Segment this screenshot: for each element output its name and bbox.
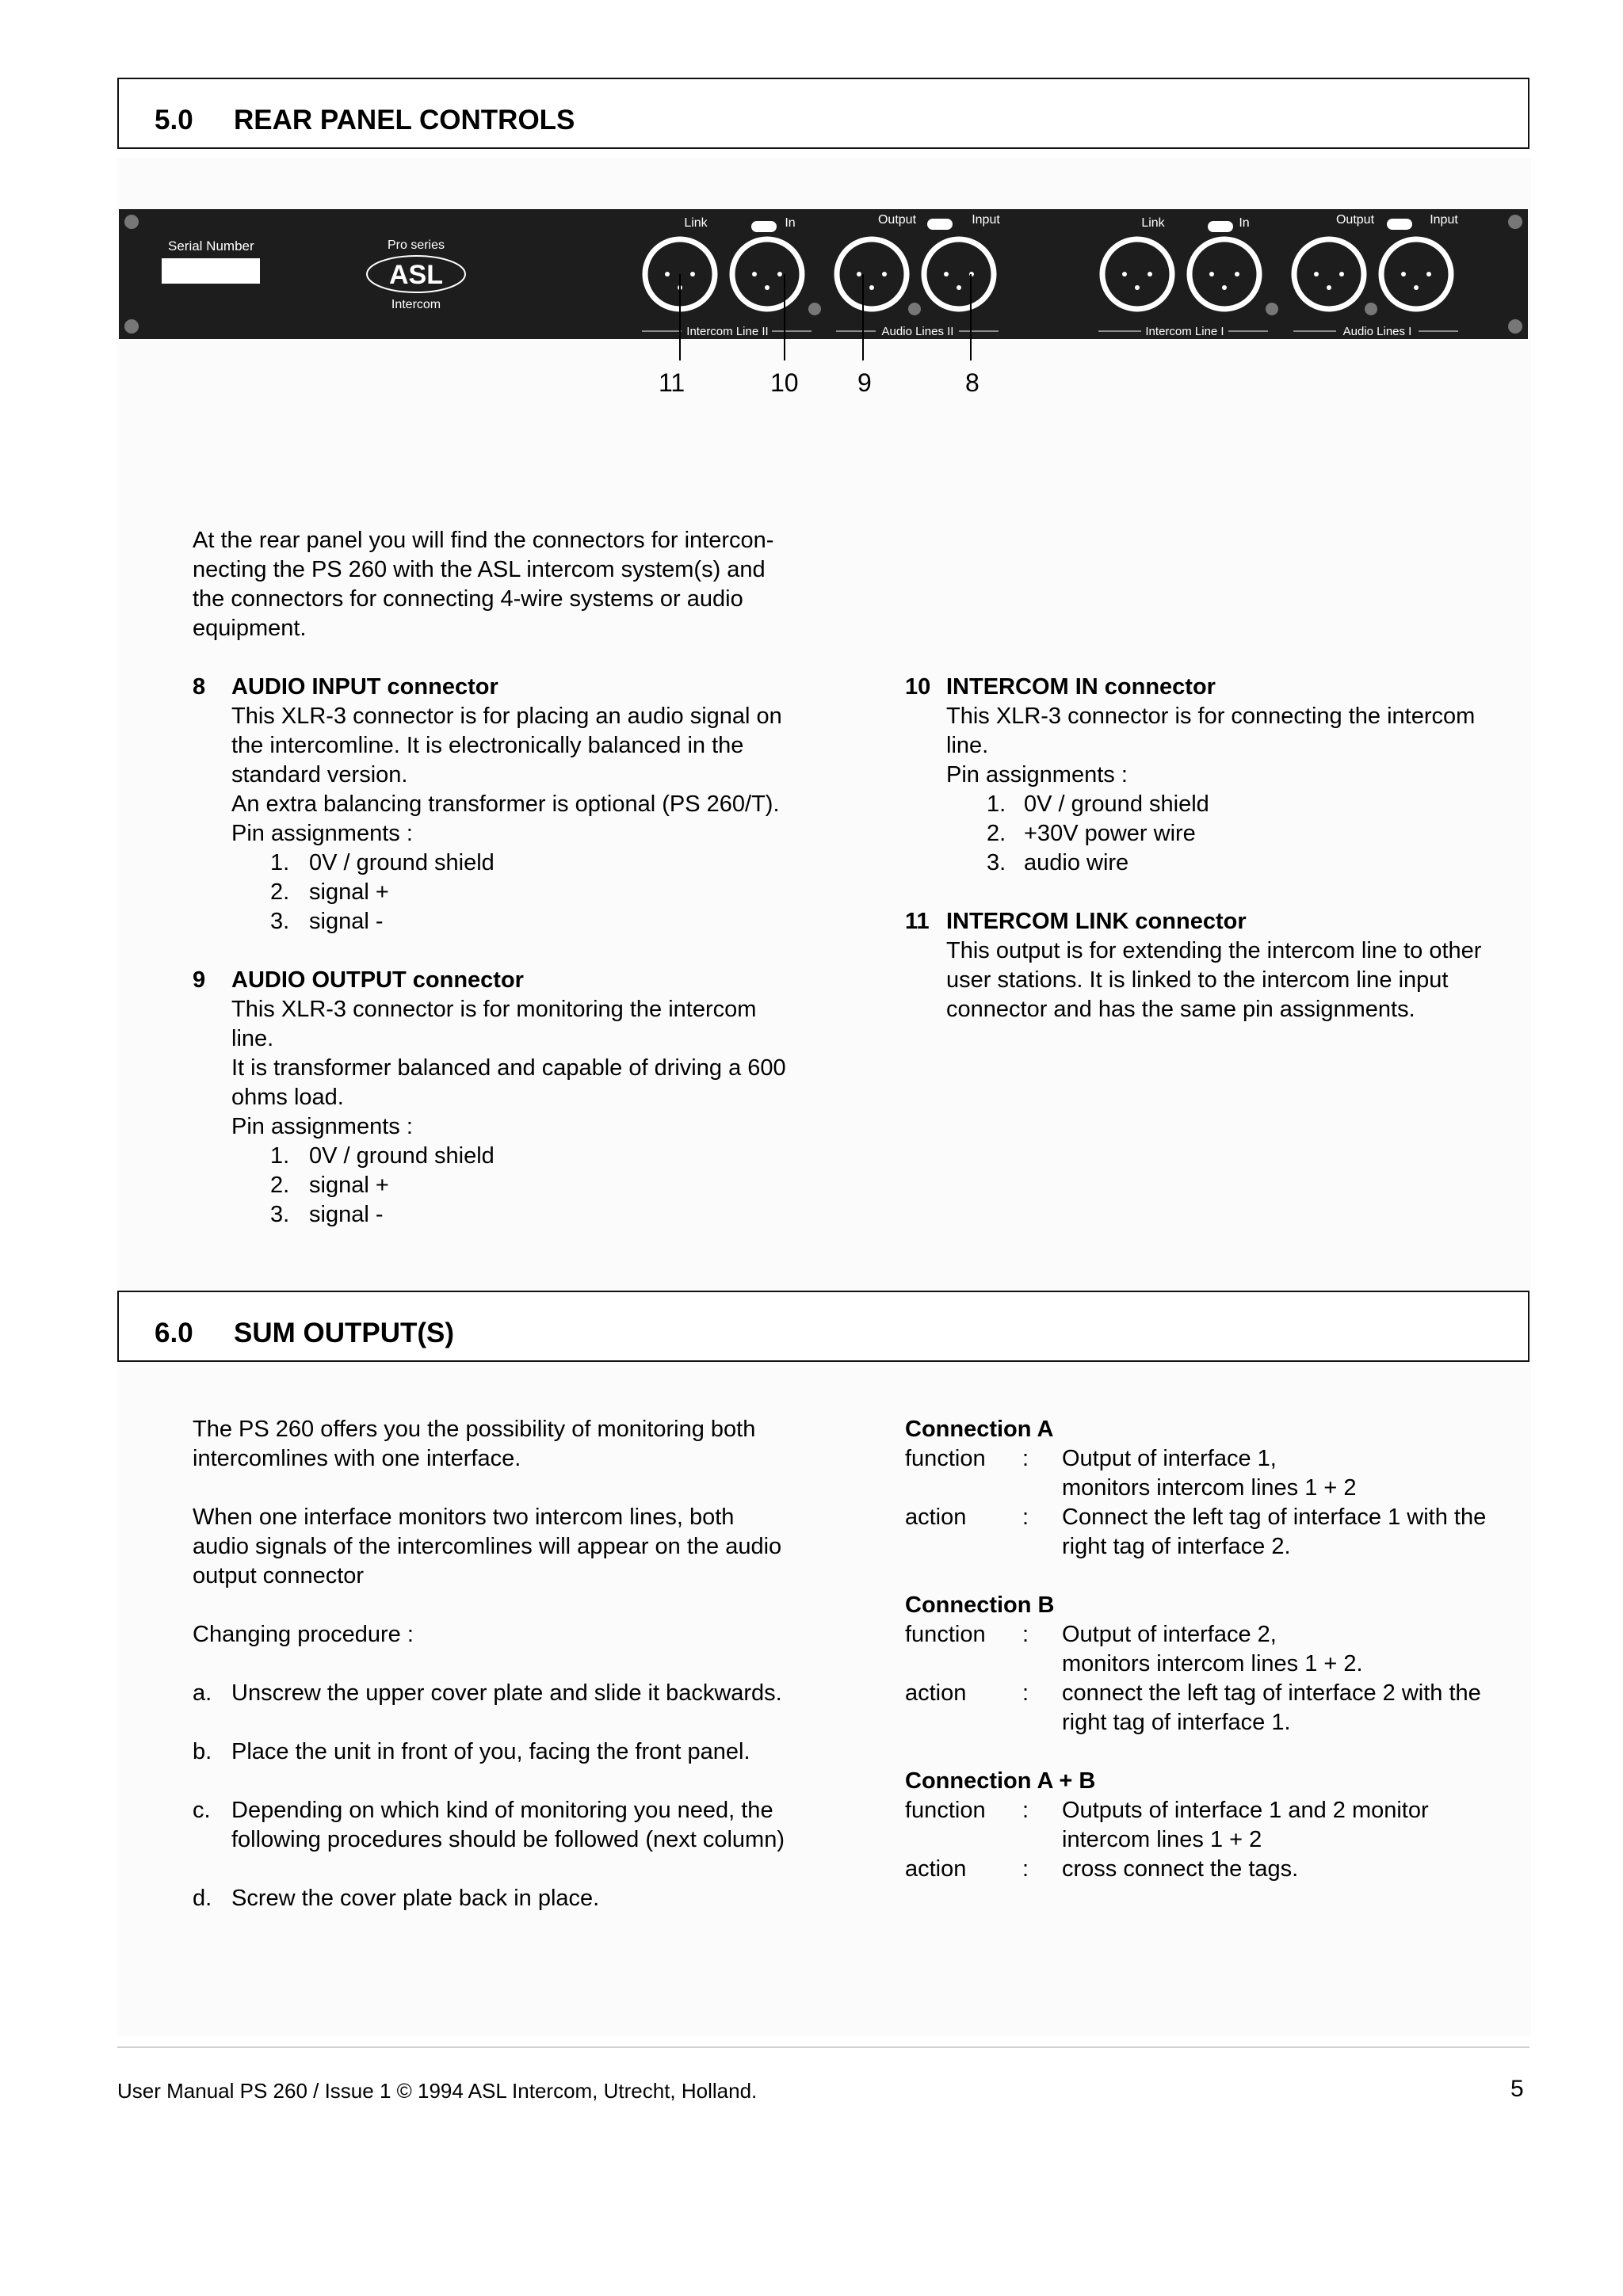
connection-key: function <box>905 1622 986 1647</box>
pin-text: audio wire <box>1024 850 1129 875</box>
step-text: Unscrew the upper cover plate and slide it backwards. <box>231 1680 782 1706</box>
pin-number: 2. <box>987 821 1006 846</box>
paragraph-line: audio signals of the intercomlines will appear on the audio <box>193 1534 782 1559</box>
item-line: Pin assignments : <box>231 1114 413 1139</box>
intro-line: equipment. <box>193 616 307 641</box>
intro-line: necting the PS 260 with the ASL intercom system(s) and <box>193 557 766 582</box>
footer-text: User Manual PS 260 / Issue 1 © 1994 ASL Intercom, Utrecht, Holland. <box>117 2079 758 2103</box>
label-intercom-line-2: Intercom Line II <box>686 325 769 338</box>
brand-intercom: Intercom <box>391 298 441 311</box>
step-text: Place the unit in front of you, facing the front panel. <box>231 1739 750 1764</box>
step-text: Screw the cover plate back in place. <box>231 1886 600 1911</box>
connection-sep: : <box>1022 1622 1029 1647</box>
connection-text: Output of interface 1, <box>1062 1446 1277 1471</box>
item-line: This output is for extending the intercom line to other <box>946 938 1482 963</box>
callout-lines <box>0 0 1623 412</box>
pin-number: 2. <box>270 879 290 905</box>
item-title: AUDIO INPUT connector <box>231 674 498 700</box>
connection-text: connect the left tag of interface 2 with the <box>1062 1680 1481 1706</box>
step-label: c. <box>193 1798 211 1823</box>
item-line: the intercomline. It is electronically balanced in the <box>231 733 744 758</box>
page-number: 5 <box>1510 2076 1524 2102</box>
section-title: REAR PANEL CONTROLS <box>234 105 575 135</box>
label-audio-lines-2: Audio Lines II <box>881 325 954 338</box>
connection-text: Connect the left tag of interface 1 with the <box>1062 1505 1487 1530</box>
item-line: Pin assignments : <box>946 762 1128 788</box>
asl-logo-icon: ASL <box>389 260 443 290</box>
connection-key: action <box>905 1505 967 1530</box>
footer-divider <box>117 2046 1529 2048</box>
paragraph-line: When one interface monitors two intercom lines, both <box>193 1505 735 1530</box>
step-label: b. <box>193 1739 212 1764</box>
connection-key: function <box>905 1798 986 1823</box>
step-text: Depending on which kind of monitoring you need, the <box>231 1798 773 1823</box>
item-line: connector and has the same pin assignments. <box>946 997 1415 1022</box>
pin-text: signal - <box>309 909 384 934</box>
section-header-sum-outputs <box>117 1291 1529 1362</box>
item-number: 8 <box>193 674 206 700</box>
label-audio-lines-1: Audio Lines I <box>1342 325 1412 338</box>
brand-pro-series: Pro series <box>387 238 445 252</box>
pin-text: signal + <box>309 1173 389 1198</box>
connection-sep: : <box>1022 1680 1029 1706</box>
pin-text: signal - <box>309 1202 384 1227</box>
callout-number: 11 <box>659 368 685 397</box>
pin-number: 3. <box>987 850 1006 875</box>
connection-sep: : <box>1022 1505 1029 1530</box>
paragraph-line: intercomlines with one interface. <box>193 1446 521 1471</box>
step-label: a. <box>193 1680 212 1706</box>
item-line: Pin assignments : <box>231 821 413 846</box>
connection-key: function <box>905 1446 986 1471</box>
connection-text: monitors intercom lines 1 + 2. <box>1062 1651 1363 1676</box>
pin-number: 1. <box>987 791 1006 817</box>
connection-key: action <box>905 1856 967 1882</box>
paragraph-line: The PS 260 offers you the possibility of monitoring both <box>193 1417 756 1442</box>
callout-number: 9 <box>857 368 872 397</box>
item-line: This XLR-3 connector is for connecting the intercom <box>946 704 1476 729</box>
connection-text: intercom lines 1 + 2 <box>1062 1827 1262 1852</box>
changing-procedure-label: Changing procedure : <box>193 1622 414 1647</box>
label-intercom-line-1: Intercom Line I <box>1145 325 1224 338</box>
pin-number: 3. <box>270 909 290 934</box>
item-number: 9 <box>193 967 206 993</box>
connection-text: Outputs of interface 1 and 2 monitor <box>1062 1798 1429 1823</box>
connection-title: Connection B <box>905 1592 1055 1618</box>
item-line: standard version. <box>231 762 408 788</box>
pin-text: signal + <box>309 879 389 905</box>
label-input: Input <box>1430 213 1458 227</box>
intro-line: the connectors for connecting 4-wire systems or audio <box>193 586 743 612</box>
item-line: This XLR-3 connector is for monitoring the intercom <box>231 997 757 1022</box>
item-title: INTERCOM IN connector <box>946 674 1216 700</box>
pin-number: 3. <box>270 1202 290 1227</box>
label-in: In <box>785 216 796 230</box>
item-line: ohms load. <box>231 1085 344 1110</box>
label-output: Output <box>1335 213 1375 227</box>
section-number: 6.0 <box>155 1318 193 1348</box>
pin-text: 0V / ground shield <box>309 850 495 875</box>
label-link: Link <box>1141 216 1165 230</box>
label-link: Link <box>684 216 708 230</box>
connection-text: right tag of interface 1. <box>1062 1710 1291 1735</box>
paragraph-line: output connector <box>193 1563 365 1589</box>
section-number: 5.0 <box>155 105 193 135</box>
serial-number-label: Serial Number <box>168 238 254 254</box>
connection-text: cross connect the tags. <box>1062 1856 1299 1882</box>
connection-sep: : <box>1022 1446 1029 1471</box>
item-line: This XLR-3 connector is for placing an audio signal on <box>231 704 782 729</box>
step-text: following procedures should be followed (next column) <box>231 1827 785 1852</box>
label-in: In <box>1239 216 1250 230</box>
label-output: Output <box>877 213 917 227</box>
connection-title: Connection A <box>905 1417 1054 1442</box>
item-line: user stations. It is linked to the intercom line input <box>946 967 1449 993</box>
callout-number: 8 <box>965 368 980 397</box>
pin-number: 2. <box>270 1173 290 1198</box>
connection-title: Connection A + B <box>905 1768 1096 1794</box>
item-line: line. <box>946 733 989 758</box>
item-title: INTERCOM LINK connector <box>946 909 1247 934</box>
pin-number: 1. <box>270 1143 290 1169</box>
pin-text: +30V power wire <box>1024 821 1196 846</box>
section-title: SUM OUTPUT(S) <box>234 1318 455 1348</box>
connection-text: right tag of interface 2. <box>1062 1534 1291 1559</box>
item-number: 11 <box>905 909 930 934</box>
connection-sep: : <box>1022 1856 1029 1882</box>
item-line: line. <box>231 1026 274 1051</box>
pin-text: 0V / ground shield <box>1024 791 1209 817</box>
connection-key: action <box>905 1680 967 1706</box>
intro-line: At the rear panel you will find the connectors for intercon- <box>193 528 774 553</box>
item-title: AUDIO OUTPUT connector <box>231 967 524 993</box>
connection-sep: : <box>1022 1798 1029 1823</box>
item-line: An extra balancing transformer is optional (PS 260/T). <box>231 791 780 817</box>
step-label: d. <box>193 1886 212 1911</box>
connection-text: monitors intercom lines 1 + 2 <box>1062 1475 1357 1501</box>
pin-text: 0V / ground shield <box>309 1143 495 1169</box>
connection-text: Output of interface 2, <box>1062 1622 1277 1647</box>
label-input: Input <box>972 213 1000 227</box>
item-line: It is transformer balanced and capable of driving a 600 <box>231 1055 786 1081</box>
item-number: 10 <box>905 674 931 700</box>
callout-number: 10 <box>770 368 799 397</box>
pin-number: 1. <box>270 850 290 875</box>
